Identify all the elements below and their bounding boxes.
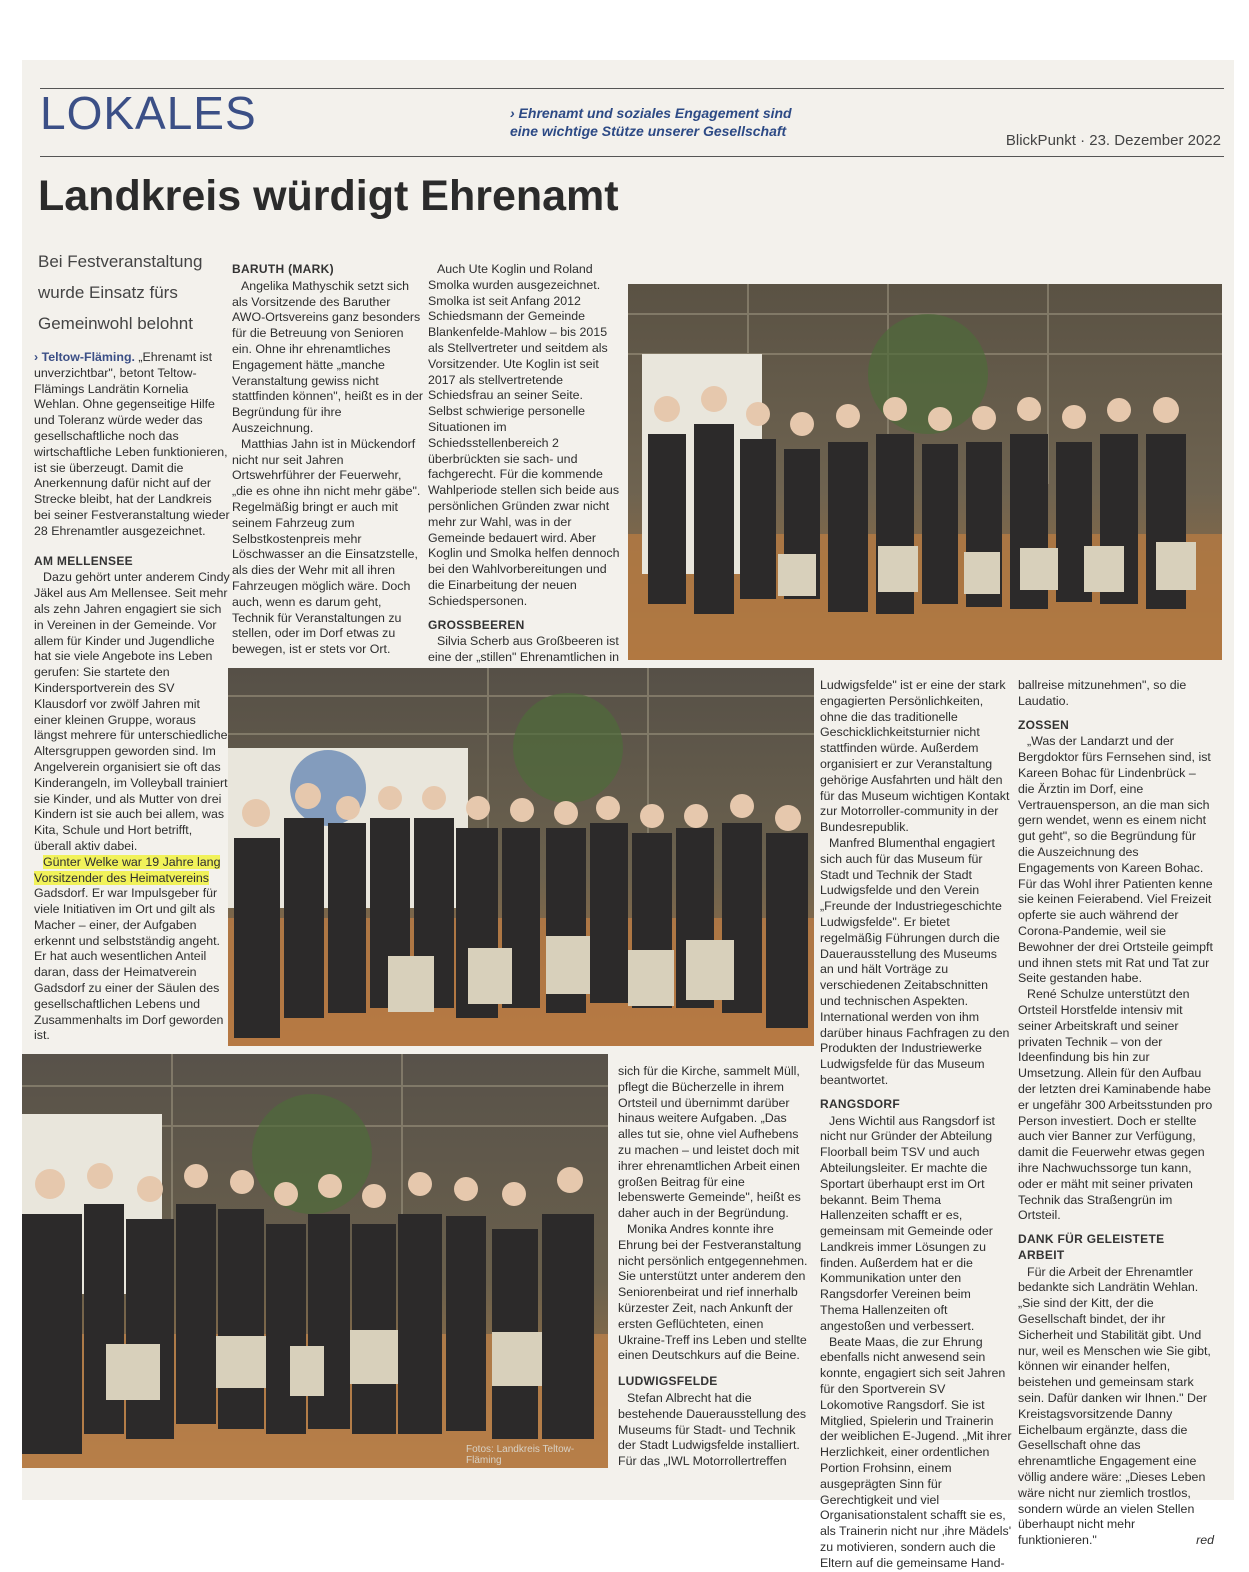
author-signature: red — [1196, 1533, 1214, 1548]
column-5 — [820, 678, 1012, 1572]
section-title: LOKALES — [40, 87, 257, 139]
subhead-am-mellensee: AM MELLENSEE — [34, 553, 133, 568]
paragraph-blumenthal: Manfred Blumenthal engagiert sich auch für das Museum für Stadt und Technik der Stadt Ludwigsfelde und den Verein „Freunde der Industriegeschichte Ludwigsfelde". Er bietet regelmäßig Führungen durch die Dauerausstellung des Museums an und hält Vorträge zu verschiedenen Zeitabschnitten und technischen Aspekten. International werden von ihm darüber hinaus Fachfragen zu den Produkten der Industriewerke Ludwigsfelde für das Museum beantwortet. — [820, 835, 1010, 1087]
paragraph-grossbeeren: Silvia Scherb aus Großbeeren ist eine der „stillen" Ehrenamtlichen in — [428, 634, 620, 665]
paragraph-dank: Für die Arbeit der Ehrenamtler bedankte sich Landrätin Wehlan. „Sie sind der Kitt, der die Gesellschaft bindet, der ihr Sicherheit und Stabilität gibt. Und nur, weil es Menschen wie Sie gibt, können wir einander helfen, beistehen und gemeinsam stark sein. Dafür danken wir Ihnen." Der Kreistagsvorsitzende Danny Eichelbaum ergänzte, dass die Gesellschaft ohne das ehrenamtliche Engagement eine völlig andere wäre: „Dieses Leben wäre nicht nur ziemlich trostlos, sondern würde an vielen Stellen überhaupt nicht mehr funktionieren." — [1018, 1264, 1211, 1548]
column-4 — [618, 1064, 812, 1470]
subhead-zossen: ZOSSEN — [1018, 717, 1070, 732]
paragraph-andres: Monika Andres konnte ihre Ehrung bei der Festveranstaltung nicht persönlich entgegennehmen. Sie unterstützt unter anderem den Seniorenbeirat und rief innerhalb kürzester Zeit, nach Ankunft der ersten Geflüchteten, einen Ukraine-Treff ins Leben und stellte einen Deutschkurs auf die Beine. — [618, 1221, 808, 1363]
headline: Landkreis würdigt Ehrenamt — [38, 172, 619, 220]
column-3 — [428, 262, 620, 682]
paragraph-bohac: „Was der Landarzt und der Bergdoktor fürs Fernsehen sind, ist Kareen Bohac für Lindenbrück – die Ärztin im Dorf, eine Vertrauensperson, an die man sich gern wendet, wenn es einem nicht gut geht", so die Begründung für die Auszeichnung des Engagements von Kareen Bohac. Für das Wohl ihrer Patienten kenne sie keinen Feierabend. Viel Freizeit opferte sie auch während der Corona-Pandemie, weil sie Bewohner der drei Ortsteile geimpft und ihnen stets mit Rat und Tat zur Seite gestanden habe. — [1018, 734, 1213, 986]
lead-place: › Teltow-Fläming. — [34, 350, 135, 364]
paragraph-blankenfelde: Auch Ute Koglin und Roland Smolka wurden ausgezeichnet. Smolka ist seit Anfang 2012 Schiedsmann der Gemeinde Blankenfelde-Mahlow – bis 2015 als Stellvertreter und seitdem als Vorsitzender. Ute Koglin ist seit 2017 als stellvertretende Schiedsfrau an seiner Seite. Selbst schwierige personelle Situationen im Schiedsstellenbereich 2 überbrückten sie sach- und fachgerecht. Für die kommende Wahlperiode stellen sich beide aus persönlichen Gründen zwar nicht mehr zur Wahl, was in der Gemeinde bedauert wird. Aber Koglin und Smolka helfen dennoch bei den Wahlvorbereitungen und die Einarbeitung der neuen Schiedspersonen. — [428, 262, 620, 608]
lead-text: „Ehrenamt ist unverzichtbar", betont Teltow-Flämings Landrätin Kornelia Wehlan. Ohne gegenseitige Hilfe und Toleranz würde weder das gesellschaftliche noch das wirtschaftliche Leben funktionieren, ist sie überzeugt. Damit die Anerkennung dafür nicht auf der Strecke bleibt, hat der Landkreis bei seiner Festveranstaltung wieder 28 Ehrenamtler ausgezeichnet. — [34, 350, 230, 538]
column-6 — [1018, 678, 1214, 1549]
photo-credit: Fotos: Landkreis Teltow-Fläming — [466, 1444, 575, 1466]
subhead-baruth: BARUTH (MARK) — [232, 262, 334, 276]
column-1 — [34, 350, 230, 1044]
paragraph-wichtil: Jens Wichtil aus Rangsdorf ist nicht nur Gründer der Abteilung Floorball beim TSV und auch Abteilungsleiter. Er machte die Sportart überhaupt erst im Ort bekannt. Beim Thema Hallenzeiten schafft er es, gemeinsam mit Gemeinde oder Landkreis immer Lösungen zu finden. Außerdem hat er die Kommunikation unter den Rangsdorfer Vereinen beim Thema Hallenzeiten oft angestoßen und verbessert. — [820, 1113, 995, 1333]
paragraph-schulze: René Schulze unterstützt den Ortsteil Horstfelde intensiv mit seiner Arbeitskraft und seiner privaten Technik – von der Ideenfindung bis hin zur Umsetzung. Allein für den Aufbau der letzten drei Kaminabende habe er ungefähr 300 Arbeitsstunden pro Person investiert. Doch er stellte auch vier Banner zur Verfügung, damit die Feuerwehr etwas gegen ihre Nachwuchssorge tun kann, oder er mäht mit seiner privaten Technik das Straßengrün im Ortsteil. — [1018, 987, 1213, 1223]
subhead-ludwigsfelde: LUDWIGSFELDE — [618, 1374, 718, 1389]
photo-3-image — [22, 1054, 608, 1468]
header-rule — [40, 156, 1224, 157]
issue-date: BlickPunkt · 23. Dezember 2022 — [1005, 132, 1221, 149]
paragraph-albrecht: Stefan Albrecht hat die bestehende Dauerausstellung des Museums für Stadt- und Technik der Stadt Ludwigsfelde installiert. Für das „IWL Motorrollertreffen — [618, 1390, 807, 1469]
highlighted-text: Günter Welke war 19 Jahre lang Vorsitzender des Heimatvereins — [34, 854, 221, 885]
paragraph-mellensee: Dazu gehört unter anderem Cindy Jäkel aus Am Mellensee. Seit mehr als zehn Jahren engagiert sie sich in Vereinen in der Gemeinde. Vor allem für Kinder und Jugendliche hat sie viele Angebote ins Leben gerufen: Sie startete den Kindersportverein des SV Klausdorf vor zwölf Jahren mit einer kleinen Gruppe, woraus längst mehrere für unterschiedliche Altersgruppen geworden sind. Im Angelverein organisiert sie oft das Kinderangeln, im Volleyball trainiert sie Kinder, und als Mutter von drei Kindern ist sie auch bei allem, was Kita, Schule und Hort betrifft, überall aktiv dabei. — [34, 570, 230, 853]
paragraph-maas-cont: ballreise mitzunehmen", so die Laudatio. — [1018, 678, 1187, 708]
photo-2-image — [228, 668, 814, 1046]
subhead-rangsdorf: RANGSDORF — [820, 1096, 901, 1111]
paragraph-baruth-1: Angelika Mathyschik setzt sich als Vorsitzende des Baruther AWO-Ortsvereins ganz besonders für die Betreuung von Senioren ein. Ohne ihr ehrenamtliches Engagement hätte „manche Veranstaltung gewiss nicht stattfinden können", heißt es in der Begründung für ihre Auszeichnung. — [232, 278, 424, 435]
paragraph-maas: Beate Maas, die zur Ehrung ebenfalls nicht anwesend sein konnte, engagiert sich seit Jahren für den Sportverein SV Lokomotive Rangsdorf. Sie ist Mitglied, Spielerin und Trainerin der weiblichen E-Jugend. „Mit ihrer Herzlichkeit, einer ordentlichen Portion Frohsinn, einem ausgeprägten Sinn für Gerechtigkeit und viel Organisationstalent schafft sie es, als Trainerin nicht nur ‚ihre Mädels' zu motivieren, sondern auch die Eltern auf die gemeinsame Hand- — [820, 1334, 1012, 1570]
paragraph-scherb-cont: sich für die Kirche, sammelt Müll, pflegt die Bücherzelle in ihrem Ortsteil und übernimmt darüber hinaus weitere Aufgaben. „Das alles tut sie, ohne viel Aufhebens zu machen – und leistet doch mit ihrer ehrenamtlichen Arbeit einen großen Beitrag für eine lebenswerte Gemeinde", heißt es daher auch in der Begründung. — [618, 1064, 801, 1221]
award-group-photo-3 — [22, 1054, 608, 1468]
photo-1-image — [628, 284, 1222, 660]
award-group-photo-1 — [628, 284, 1222, 660]
column-2 — [232, 256, 424, 687]
subhead-dank: DANK FÜR GELEISTETE ARBEIT — [1018, 1232, 1165, 1262]
paragraph-welke: Gadsdorf. Er war Impulsgeber für viele Initiativen im Ort und gilt als Macher – einer, der Aufgaben erkennt und selbstständig angeht. Er hat auch wesentlichen Anteil daran, dass der Heimatverein Gadsdorf zu einer der Säulen des gesellschaftlichen Lebens und Zusammenhalts im Dorf geworden ist. — [34, 886, 224, 1043]
subheadline: Bei Festveranstaltung wurde Einsatz fürs Gemeinwohl belohnt — [38, 252, 203, 333]
section-tagline: › Ehrenamt und soziales Engagement sind eine wichtige Stütze unserer Gesellschaft — [510, 105, 792, 139]
paragraph-ludwigsfelde-cont: Ludwigsfelde" ist er eine der stark engagierten Persönlichkeiten, ohne die das traditionelle Geschicklichkeitsturnier nicht stattfinden würde. Außerdem organisiert er zur Veranstaltung gehörige Ausfahrten und hält den für das Museum wichtigen Kontakt zur Motorroller-community in der Bundesrepublik. — [820, 678, 1010, 835]
subhead-grossbeeren: GROSSBEEREN — [428, 617, 525, 632]
paragraph-baruth-2: Matthias Jahn ist in Mückendorf nicht nur seit Jahren Ortswehrführer der Feuerwehr, „die es ohne ihn nicht mehr gäbe". Regelmäßig bringt er auch mit seinem Fahrzeug zum Selbstkostenpreis mehr Löschwasser an die Einsatzstelle, als dies der Wehr mit all ihren Fahrzeugen möglich wäre. Doch auch, wenn es darum geht, Technik für Veranstaltungen zu stellen, oder im Dorf etwas zu bewegen, ist er stets vor Ort. — [232, 436, 421, 657]
award-group-photo-2 — [228, 668, 814, 1046]
